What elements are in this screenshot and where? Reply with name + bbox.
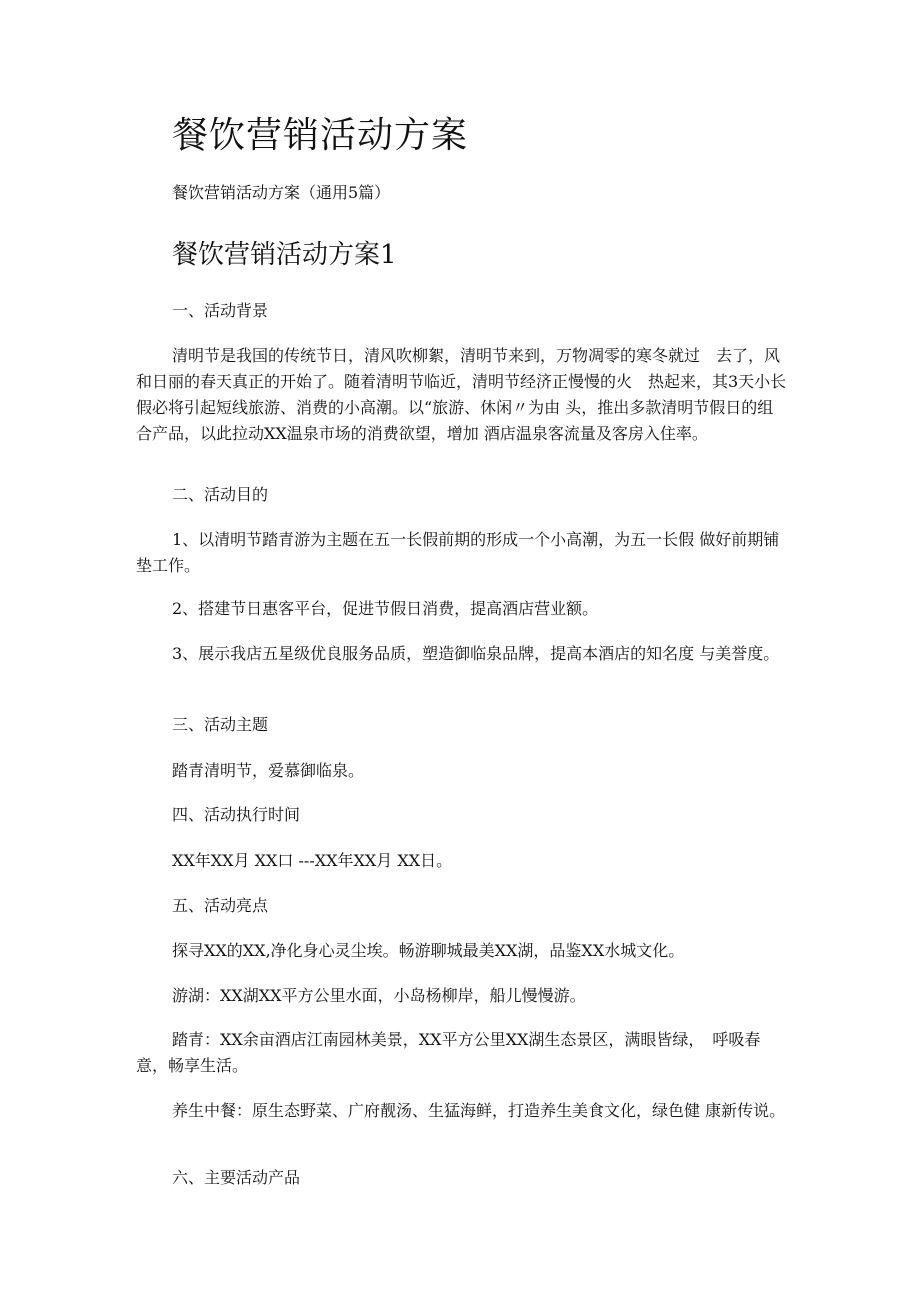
paragraph-goal-1: 1、以清明节踏青游为主题在五一长假前期的形成一个小高潮，为五一长假 做好前期铺垫工作。 (136, 530, 780, 575)
paragraph-highlight-1: 探寻XX的XX,净化身心灵尘埃。畅游聊城最美XX湖，品鉴XX水城文化。 (172, 941, 685, 960)
paragraph-highlight-2: 游湖：XX湖XX平方公里水面，小岛杨柳岸，船儿慢慢游。 (172, 986, 586, 1005)
heading-goal: 二、活动目的 (172, 485, 269, 504)
heading-background: 一、活动背景 (172, 301, 269, 320)
heading-time: 四、活动执行时间 (172, 805, 301, 824)
section-title: 餐饮营销活动方案1 (172, 240, 397, 270)
paragraph-goal-3: 3、展示我店五星级优良服务品质，塑造御临泉品牌，提高本酒店的知名度 与美誉度。 (172, 644, 780, 663)
document-title: 餐饮营销活动方案 (172, 115, 469, 156)
heading-highlight: 五、活动亮点 (172, 896, 269, 915)
paragraph-theme: 踏青清明节，爱慕御临泉。 (172, 761, 365, 780)
document-subtitle: 餐饮营销活动方案（通用5篇） (172, 183, 391, 202)
paragraph-highlight-4: 养生中餐：原生态野菜、广府靓汤、生猛海鲜，打造养生美食文化，绿色健 康新传说。 (172, 1101, 786, 1120)
paragraph-highlight-3: 踏青：XX余亩酒店江南园林美景，XX平方公里XX湖生态景区，满眼皆绿， 呼吸春意，畅享生活。 (136, 1030, 761, 1075)
heading-products: 六、主要活动产品 (172, 1168, 301, 1187)
paragraph-time: XX年XX月 XX口 ---XX年XX月 XX日。 (172, 851, 453, 870)
heading-theme: 三、活动主题 (172, 715, 269, 734)
paragraph-goal-2: 2、搭建节日惠客平台，促进节假日消费，提高酒店营业额。 (172, 599, 599, 618)
paragraph-background: 清明节是我国的传统节日，清风吹柳絮，清明节来到，万物凋零的寒冬就过 去了，风和日丽的春天真正的开始了。随着清明节临近，清明节经济正慢慢的火 热起来，其3天小长假必将引起短线旅游、消费的小高潮。以“旅游、休闲〃为由 头，推出多款清明节假日的组合产品，以此拉动XX温泉市场的消费欲望，增加 酒店温泉客流量及客房入住率。 (136, 346, 787, 443)
